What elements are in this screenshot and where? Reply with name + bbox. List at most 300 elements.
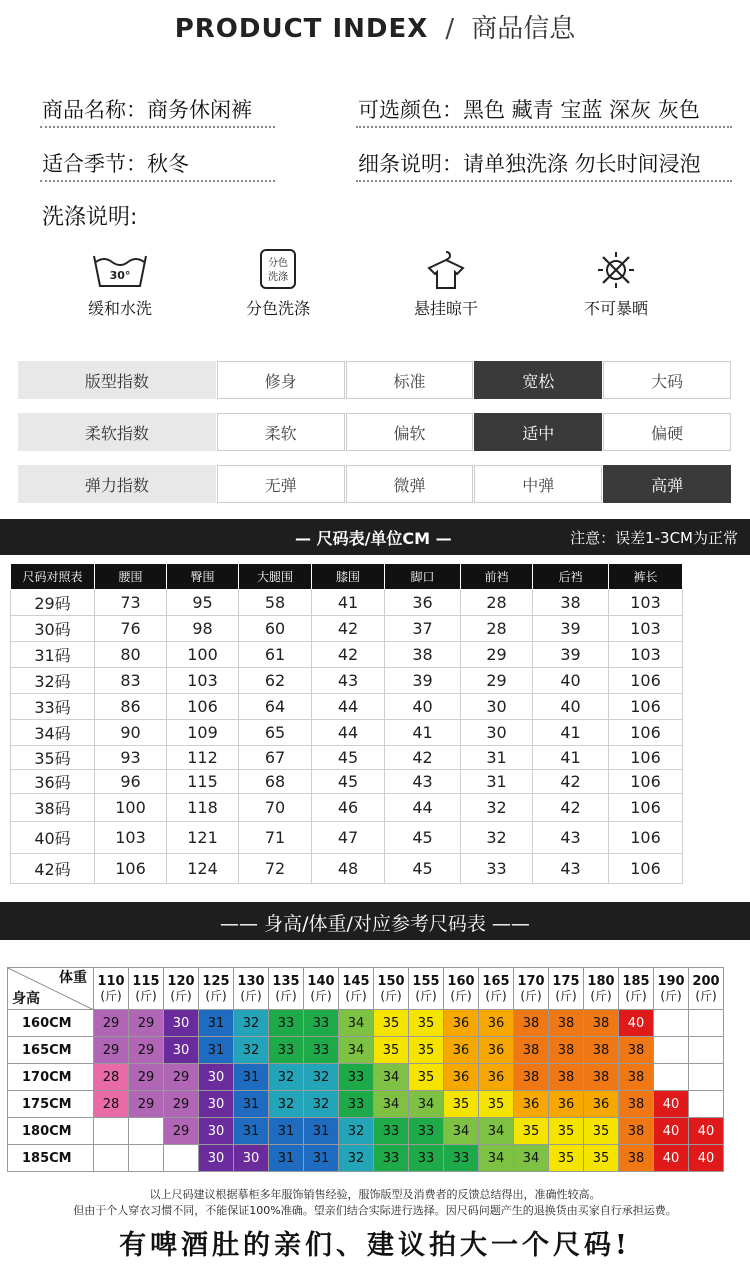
size-header-cell: 大腿围 (239, 564, 312, 590)
hw-size-cell: 34 (444, 1118, 479, 1145)
size-value-cell: 39 (385, 668, 461, 694)
size-value-cell: 106 (609, 668, 683, 694)
size-value-cell: 40 (385, 694, 461, 720)
hw-weight-header (619, 968, 654, 1010)
hw-size-cell: 31 (269, 1145, 304, 1172)
weight-value: 165 (482, 973, 510, 989)
size-value-cell: 32 (461, 822, 533, 854)
product-name-value: 商务休闲裤 (147, 98, 252, 122)
size-value-cell: 61 (239, 642, 312, 668)
size-value-cell: 41 (533, 746, 609, 770)
size-value-cell: 93 (95, 746, 167, 770)
size-value-cell: 106 (609, 854, 683, 884)
size-header-cell: 膝围 (312, 564, 385, 590)
size-value-cell: 43 (533, 854, 609, 884)
size-value-cell: 36 (385, 590, 461, 616)
weight-value: 175 (552, 973, 580, 989)
hw-size-cell: 35 (409, 1037, 444, 1064)
weight-value: 190 (657, 973, 685, 989)
index-name: 版型指数 (18, 361, 216, 399)
size-value-cell: 28 (461, 590, 533, 616)
index-option-selected: 高弹 (603, 465, 731, 503)
hw-size-cell: 38 (619, 1064, 654, 1091)
size-value-cell: 106 (609, 770, 683, 794)
size-value-cell: 68 (239, 770, 312, 794)
size-header-cell: 臀围 (167, 564, 239, 590)
weight-value: 140 (307, 973, 335, 989)
hw-size-cell: 31 (199, 1037, 234, 1064)
size-value-cell: 106 (609, 694, 683, 720)
hw-size-cell: 36 (479, 1010, 514, 1037)
size-value-cell: 100 (167, 642, 239, 668)
hw-size-cell: 31 (199, 1010, 234, 1037)
size-value-cell: 46 (312, 794, 385, 822)
size-value-cell: 38 (533, 590, 609, 616)
hw-size-cell: 34 (514, 1145, 549, 1172)
hw-size-cell: 33 (269, 1010, 304, 1037)
size-value-cell: 64 (239, 694, 312, 720)
hw-size-cell: 35 (479, 1091, 514, 1118)
hw-weight-header (129, 968, 164, 1010)
hw-weight-header (689, 968, 724, 1010)
size-value-cell: 31 (461, 770, 533, 794)
weight-value: 125 (202, 973, 230, 989)
hw-size-cell (689, 1091, 724, 1118)
size-value-cell: 83 (95, 668, 167, 694)
hw-size-cell (654, 1010, 689, 1037)
softness-index-row (18, 413, 731, 451)
size-value-cell: 42 (385, 746, 461, 770)
hw-size-cell: 32 (234, 1037, 269, 1064)
hw-size-cell: 38 (584, 1064, 619, 1091)
hw-chart-title: —— 身高/体重/对应参考尺码表 —— (220, 913, 530, 935)
index-option: 修身 (217, 361, 345, 399)
size-value-cell: 98 (167, 616, 239, 642)
size-value-cell: 103 (609, 616, 683, 642)
header-title-en: PRODUCT INDEX (174, 14, 429, 44)
size-value-cell: 43 (312, 668, 385, 694)
hw-weight-header (339, 968, 374, 1010)
weight-value: 200 (692, 973, 720, 989)
hw-size-cell: 35 (549, 1145, 584, 1172)
hw-weight-header (549, 968, 584, 1010)
hw-size-cell: 29 (164, 1118, 199, 1145)
size-value-cell: 80 (95, 642, 167, 668)
wash-30-icon (90, 250, 150, 290)
size-value-cell: 118 (167, 794, 239, 822)
hw-weight-header (409, 968, 444, 1010)
hw-size-cell: 30 (199, 1064, 234, 1091)
size-value-cell: 42 (533, 770, 609, 794)
hw-size-cell: 35 (444, 1091, 479, 1118)
hw-size-cell: 32 (269, 1064, 304, 1091)
size-value-cell: 90 (95, 720, 167, 746)
hw-size-cell: 36 (479, 1037, 514, 1064)
hw-size-cell: 34 (339, 1037, 374, 1064)
hw-size-cell: 33 (304, 1010, 339, 1037)
hw-size-cell (94, 1145, 129, 1172)
weight-value: 150 (377, 973, 405, 989)
hw-size-cell (689, 1064, 724, 1091)
season-label: 适合季节： (42, 152, 147, 176)
hw-size-cell (164, 1145, 199, 1172)
weight-unit: (斤) (170, 988, 192, 1003)
size-value-cell: 43 (385, 770, 461, 794)
size-table-row (11, 770, 683, 794)
hw-size-cell: 38 (549, 1037, 584, 1064)
hw-table-row (8, 1037, 724, 1064)
hw-size-cell: 35 (374, 1037, 409, 1064)
index-option: 微弹 (346, 465, 474, 503)
size-value-cell: 42 (312, 642, 385, 668)
hw-table-row (8, 1091, 724, 1118)
size-value-cell: 103 (609, 642, 683, 668)
size-value-cell: 109 (167, 720, 239, 746)
hw-size-cell: 33 (374, 1118, 409, 1145)
hw-size-cell: 38 (514, 1037, 549, 1064)
weight-value: 130 (237, 973, 265, 989)
size-value-cell: 44 (385, 794, 461, 822)
page-header (0, 0, 750, 50)
svg-text:分色: 分色 (268, 258, 288, 269)
hw-weight-header (304, 968, 339, 1010)
index-option: 大码 (603, 361, 731, 399)
hw-size-cell: 40 (654, 1145, 689, 1172)
hw-table (7, 967, 724, 1172)
size-table-row (11, 668, 683, 694)
product-name (42, 94, 252, 124)
index-option: 标准 (346, 361, 474, 399)
hw-table-header (8, 968, 724, 1010)
size-value-cell: 106 (609, 720, 683, 746)
index-name: 柔软指数 (18, 413, 216, 451)
note-line-2: 但由于个人穿衣习惯不同，不能保证100%准确。望亲们结合实际进行选择。因尺码问题产生的退换货由买家自行承担运费。 (73, 1204, 677, 1217)
hw-corner-cell (8, 968, 94, 1010)
weight-value: 180 (587, 973, 615, 989)
hw-size-cell: 31 (304, 1118, 339, 1145)
hw-weight-header (234, 968, 269, 1010)
size-chart-bar (0, 519, 750, 555)
hw-height-cell: 180CM (8, 1118, 94, 1145)
hw-size-cell: 36 (479, 1064, 514, 1091)
hw-size-cell: 35 (409, 1010, 444, 1037)
hw-height-cell: 160CM (8, 1010, 94, 1037)
hw-size-cell: 33 (269, 1037, 304, 1064)
size-value-cell: 115 (167, 770, 239, 794)
hw-size-cell: 32 (304, 1091, 339, 1118)
hw-height-cell: 170CM (8, 1064, 94, 1091)
hw-size-cell: 31 (234, 1064, 269, 1091)
weight-unit: (斤) (415, 988, 437, 1003)
size-value-cell: 96 (95, 770, 167, 794)
hw-weight-header (374, 968, 409, 1010)
hw-size-cell: 31 (234, 1091, 269, 1118)
index-option: 偏软 (346, 413, 474, 451)
hw-size-cell: 30 (164, 1037, 199, 1064)
size-value-cell: 33 (461, 854, 533, 884)
info-row-2 (40, 138, 730, 188)
hw-size-cell: 38 (514, 1010, 549, 1037)
weight-unit: (斤) (345, 988, 367, 1003)
size-value-cell: 103 (167, 668, 239, 694)
size-value-cell: 45 (385, 854, 461, 884)
weight-value: 135 (272, 973, 300, 989)
size-value-cell: 40 (533, 694, 609, 720)
size-label-cell: 36码 (11, 770, 95, 794)
size-value-cell: 47 (312, 822, 385, 854)
size-value-cell: 39 (533, 642, 609, 668)
hw-size-cell: 35 (409, 1064, 444, 1091)
size-value-cell: 38 (385, 642, 461, 668)
weight-value: 120 (167, 973, 195, 989)
fit-index-row (18, 361, 731, 399)
hw-size-cell: 29 (129, 1091, 164, 1118)
size-header-cell: 前裆 (461, 564, 533, 590)
hw-size-cell: 38 (619, 1037, 654, 1064)
hw-size-cell: 34 (374, 1091, 409, 1118)
size-value-cell: 112 (167, 746, 239, 770)
size-value-cell: 44 (312, 694, 385, 720)
weight-value: 155 (412, 973, 440, 989)
hw-size-cell: 33 (444, 1145, 479, 1172)
colors-value: 黑色 藏青 宝蓝 深灰 灰色 (463, 98, 700, 122)
size-header-cell: 后裆 (533, 564, 609, 590)
size-label-cell: 42码 (11, 854, 95, 884)
size-value-cell: 67 (239, 746, 312, 770)
hw-height-cell: 175CM (8, 1091, 94, 1118)
size-table-row (11, 590, 683, 616)
size-table-row (11, 854, 683, 884)
hw-size-cell: 40 (689, 1145, 724, 1172)
weight-unit: (斤) (100, 988, 122, 1003)
hw-size-cell: 30 (199, 1091, 234, 1118)
hw-size-cell: 31 (269, 1118, 304, 1145)
weight-unit: (斤) (625, 988, 647, 1003)
hw-size-cell: 32 (339, 1118, 374, 1145)
hw-size-cell (129, 1145, 164, 1172)
hang-dry-icon (421, 248, 471, 290)
size-table-row (11, 746, 683, 770)
hw-table-row (8, 1064, 724, 1091)
hw-size-cell: 30 (199, 1118, 234, 1145)
hw-size-cell: 36 (514, 1091, 549, 1118)
size-value-cell: 70 (239, 794, 312, 822)
hw-weight-header (514, 968, 549, 1010)
size-table-row (11, 720, 683, 746)
svg-text:30°: 30° (109, 269, 131, 282)
weight-unit: (斤) (310, 988, 332, 1003)
size-header-cell: 腰围 (95, 564, 167, 590)
size-value-cell: 95 (167, 590, 239, 616)
hw-size-cell: 33 (409, 1118, 444, 1145)
size-label-cell: 32码 (11, 668, 95, 694)
hw-height-cell: 165CM (8, 1037, 94, 1064)
detail-label: 细条说明： (358, 152, 463, 176)
size-value-cell: 73 (95, 590, 167, 616)
hw-corner-weight: 体重 (59, 970, 87, 986)
size-value-cell: 44 (312, 720, 385, 746)
hw-weight-header (94, 968, 129, 1010)
header-separator: / (445, 14, 455, 44)
hw-size-cell: 38 (514, 1064, 549, 1091)
hw-size-cell: 29 (164, 1091, 199, 1118)
size-chart-note: 注意：误差1-3CM为正常 (570, 529, 738, 547)
hw-size-cell: 34 (479, 1145, 514, 1172)
hw-size-cell: 33 (304, 1037, 339, 1064)
hw-size-cell (129, 1118, 164, 1145)
size-value-cell: 30 (461, 694, 533, 720)
product-name-label: 商品名称： (42, 98, 147, 122)
hw-size-cell: 32 (339, 1145, 374, 1172)
size-value-cell: 106 (609, 794, 683, 822)
size-value-cell: 41 (385, 720, 461, 746)
hw-weight-header (654, 968, 689, 1010)
weight-value: 145 (342, 973, 370, 989)
hw-size-cell: 29 (164, 1064, 199, 1091)
weight-unit: (斤) (380, 988, 402, 1003)
index-option: 柔软 (217, 413, 345, 451)
size-value-cell: 106 (167, 694, 239, 720)
hw-size-cell: 29 (94, 1037, 129, 1064)
size-label-cell: 31码 (11, 642, 95, 668)
hw-weight-header (584, 968, 619, 1010)
hw-size-cell: 34 (479, 1118, 514, 1145)
size-value-cell: 29 (461, 642, 533, 668)
hw-size-cell (94, 1118, 129, 1145)
weight-unit: (斤) (660, 988, 682, 1003)
hw-size-cell: 30 (199, 1145, 234, 1172)
size-value-cell: 121 (167, 822, 239, 854)
hw-size-cell: 35 (374, 1010, 409, 1037)
svg-text:洗涤: 洗涤 (268, 272, 288, 283)
hw-size-cell: 34 (339, 1010, 374, 1037)
size-value-cell: 72 (239, 854, 312, 884)
hw-table-row (8, 1118, 724, 1145)
hw-weight-header (199, 968, 234, 1010)
size-value-cell: 45 (312, 746, 385, 770)
detail-value: 请单独洗涤 勿长时间浸泡 (463, 152, 701, 176)
hw-size-cell: 40 (654, 1091, 689, 1118)
hw-size-cell: 34 (374, 1064, 409, 1091)
size-table-row (11, 694, 683, 720)
size-value-cell: 58 (239, 590, 312, 616)
hw-size-cell: 40 (619, 1010, 654, 1037)
size-header-cell: 脚口 (385, 564, 461, 590)
hw-size-cell: 29 (129, 1064, 164, 1091)
size-value-cell: 29 (461, 668, 533, 694)
size-value-cell: 65 (239, 720, 312, 746)
weight-value: 170 (517, 973, 545, 989)
size-label-cell: 35码 (11, 746, 95, 770)
hw-size-cell: 32 (304, 1064, 339, 1091)
size-value-cell: 28 (461, 616, 533, 642)
dotted-divider (356, 180, 732, 182)
hw-size-cell: 35 (584, 1145, 619, 1172)
colors-label: 可选颜色： (358, 98, 463, 122)
size-label-cell: 29码 (11, 590, 95, 616)
hw-size-cell: 38 (549, 1010, 584, 1037)
size-value-cell: 106 (95, 854, 167, 884)
size-label-cell: 40码 (11, 822, 95, 854)
hw-size-cell: 36 (584, 1091, 619, 1118)
hw-weight-header (444, 968, 479, 1010)
hw-size-cell: 33 (409, 1145, 444, 1172)
hw-size-cell: 30 (164, 1010, 199, 1037)
size-value-cell: 37 (385, 616, 461, 642)
size-value-cell: 40 (533, 668, 609, 694)
weight-unit: (斤) (135, 988, 157, 1003)
hw-size-cell: 33 (374, 1145, 409, 1172)
index-option: 中弹 (474, 465, 602, 503)
hw-weight-header (269, 968, 304, 1010)
wash-item-label: 缓和水洗 (87, 299, 152, 318)
hw-size-cell: 38 (584, 1010, 619, 1037)
hw-size-cell: 32 (269, 1091, 304, 1118)
wash-item-separate (218, 248, 338, 319)
size-table (10, 563, 683, 884)
size-value-cell: 30 (461, 720, 533, 746)
size-value-cell: 32 (461, 794, 533, 822)
size-value-cell: 43 (533, 822, 609, 854)
size-label-cell: 33码 (11, 694, 95, 720)
size-value-cell: 76 (95, 616, 167, 642)
size-table-row (11, 822, 683, 854)
wash-item-label: 不可暴晒 (583, 299, 648, 318)
hw-size-cell (689, 1010, 724, 1037)
hw-table-row (8, 1010, 724, 1037)
size-table-row (11, 794, 683, 822)
hw-size-cell: 35 (584, 1118, 619, 1145)
header-title-cn: 商品信息 (471, 14, 576, 44)
size-label-cell: 38码 (11, 794, 95, 822)
size-header-cell: 裤长 (609, 564, 683, 590)
hw-size-cell: 38 (619, 1118, 654, 1145)
hw-size-cell (689, 1037, 724, 1064)
weight-unit: (斤) (520, 988, 542, 1003)
product-detail (358, 148, 701, 178)
size-value-cell: 41 (533, 720, 609, 746)
size-value-cell: 86 (95, 694, 167, 720)
size-header-cell: 尺码对照表 (11, 564, 95, 590)
size-value-cell: 124 (167, 854, 239, 884)
weight-value: 115 (132, 973, 160, 989)
wash-item-label: 分色洗涤 (245, 299, 310, 318)
size-chart-title: — 尺码表/单位CM — (295, 529, 452, 548)
slogan: 有啤酒肚的亲们、建议拍大一个尺码! (119, 1230, 631, 1261)
hw-size-cell: 35 (549, 1118, 584, 1145)
size-value-cell: 106 (609, 822, 683, 854)
size-value-cell: 71 (239, 822, 312, 854)
hw-size-cell: 28 (94, 1091, 129, 1118)
weight-unit: (斤) (485, 988, 507, 1003)
hw-size-cell: 40 (689, 1118, 724, 1145)
weight-unit: (斤) (240, 988, 262, 1003)
weight-unit: (斤) (205, 988, 227, 1003)
hw-height-cell: 185CM (8, 1145, 94, 1172)
size-value-cell: 62 (239, 668, 312, 694)
hw-size-cell: 33 (339, 1064, 374, 1091)
size-value-cell: 45 (385, 822, 461, 854)
size-label-cell: 34码 (11, 720, 95, 746)
dotted-divider (40, 180, 275, 182)
hw-size-cell: 38 (619, 1145, 654, 1172)
wash-item-label: 悬挂晾干 (413, 299, 478, 318)
size-value-cell: 31 (461, 746, 533, 770)
hw-size-cell: 38 (584, 1037, 619, 1064)
hw-size-cell: 29 (94, 1010, 129, 1037)
index-option: 偏硬 (603, 413, 731, 451)
size-value-cell: 100 (95, 794, 167, 822)
